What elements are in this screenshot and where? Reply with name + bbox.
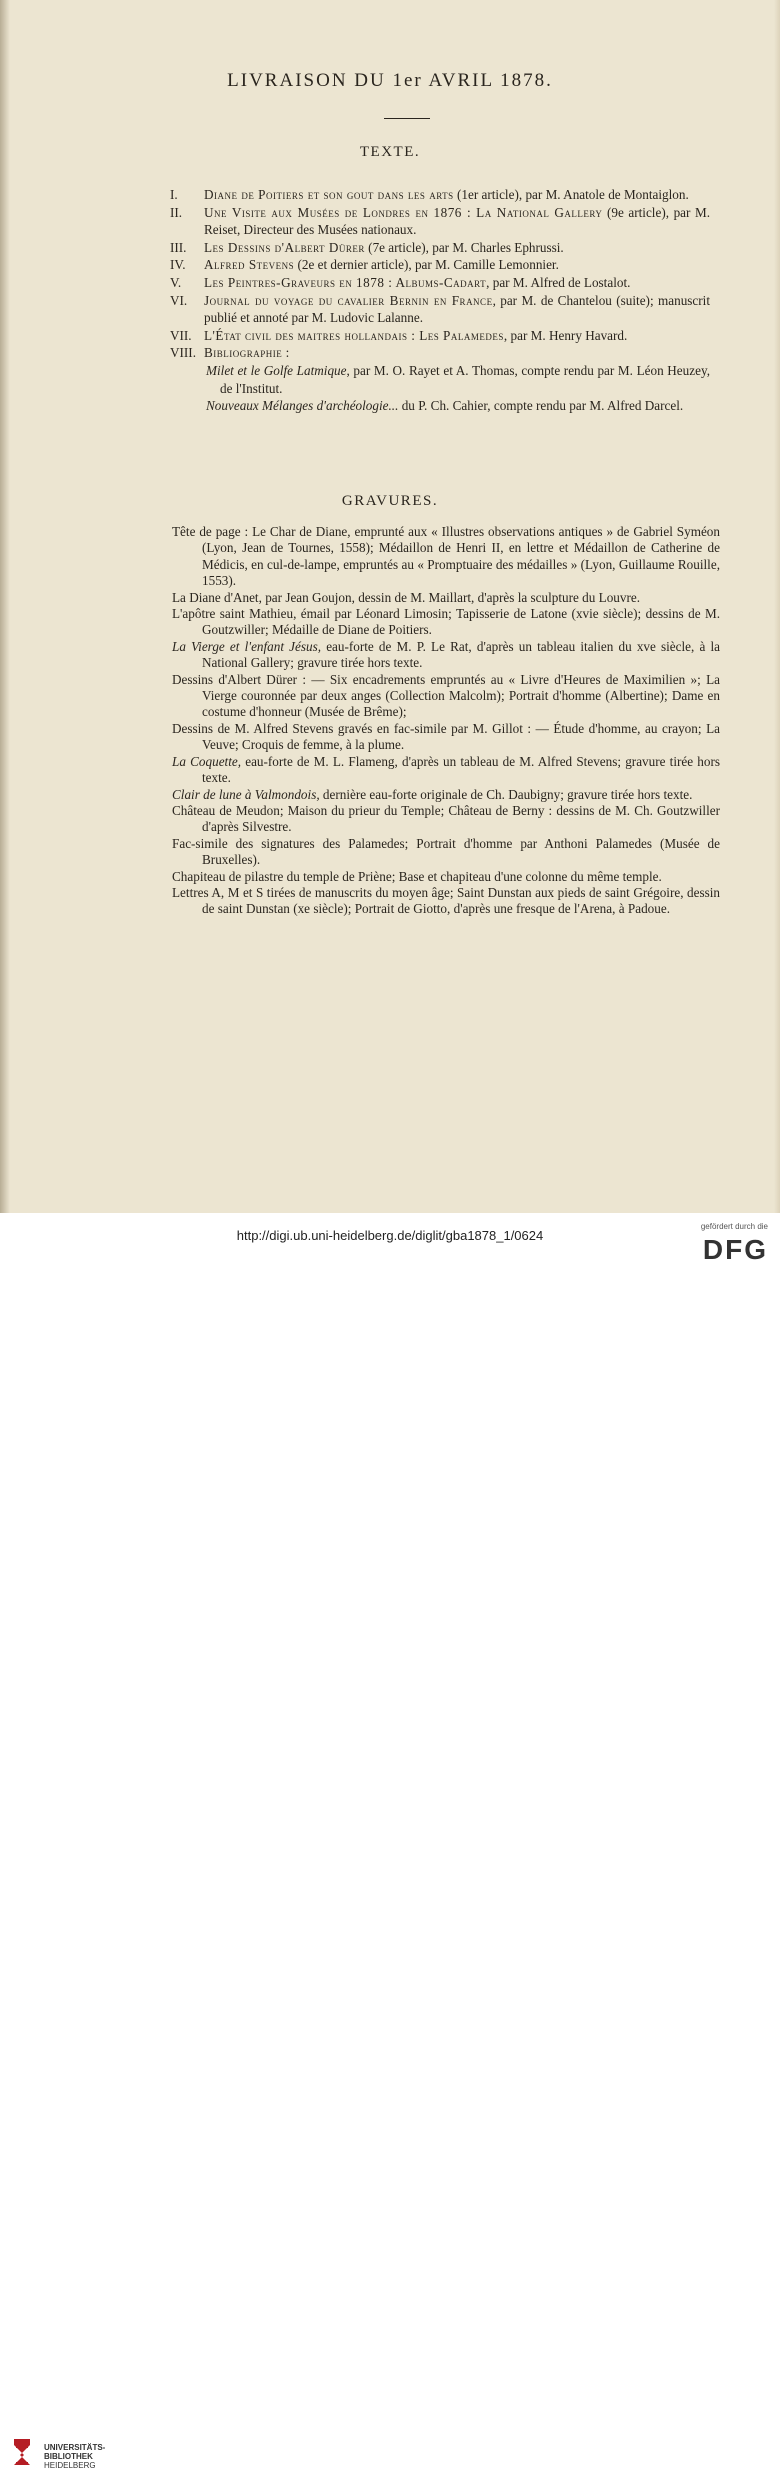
gravure-description: Fac-simile des signatures des Palamedes; Portrait d'homme par Anthoni Palamedes (Musée de Bruxelles).	[172, 835, 720, 868]
toc-entry	[170, 204, 710, 239]
funded-by-label: gefördert durch die	[700, 1222, 768, 1231]
bibliography-entry	[170, 362, 710, 397]
gravure-description: Tête de page : Le Char de Diane, emprunté aux « Illustres observations antiques » de Gabriel Syméon (Lyon, Jean de Tournes, 1558); Médaillon de Henri II, en lettre et Médaillon de Catherine de Médicis, en cul-de-lampe, empruntés au « Promptuaire des médailles » (Lyon, Guillaume Rouille, 1553).	[172, 524, 720, 589]
page-title: LIVRAISON DU 1er AVRIL 1878.	[227, 70, 553, 91]
gravure-entry	[172, 869, 720, 885]
title-rule	[384, 118, 430, 119]
toc-entry	[170, 256, 710, 274]
gravure-description: L'apôtre saint Mathieu, émail par Léonard Limosin; Tapisserie de Latone (xvie siècle); dessins de M. Goutzwiller; Médaille de Diane de Poitiers.	[172, 606, 720, 638]
toc-entry-detail: , par M. Henry Havard.	[503, 327, 628, 343]
library-name-line3: HEIDELBERG	[44, 2461, 96, 2470]
bibliography-entry	[170, 397, 710, 415]
toc-entry-heading: Les Peintres-Graveurs en 1878 : Albums-Cadart	[204, 274, 487, 290]
page-edge-shadow	[774, 0, 780, 1213]
toc-entry	[170, 186, 710, 204]
bibliography-title: Nouveaux Mélanges d'archéologie...	[206, 398, 399, 414]
toc-entry	[170, 327, 710, 345]
gravure-entry	[172, 524, 720, 590]
gravure-description: La Diane d'Anet, par Jean Goujon, dessin de M. Maillart, d'après la sculpture du Louvre.	[172, 589, 641, 605]
toc-entry-detail: , par M. de Chantelou (suite); manuscrit publié et annoté par M. Ludovic Lalanne.	[204, 292, 710, 326]
page-gutter-shadow	[0, 0, 10, 1213]
toc-entry-detail: (1er article), par M. Anatole de Montaiglon.	[453, 187, 689, 202]
scanned-page	[0, 0, 780, 1213]
gravures-list	[172, 524, 720, 918]
toc-entry-detail: , par M. Alfred de Lostalot.	[486, 274, 631, 290]
gravure-entry	[172, 606, 720, 639]
toc-entry-number: I.	[170, 187, 178, 202]
toc-entry-detail: :	[282, 345, 290, 361]
gravure-entry	[172, 672, 720, 721]
gravure-description: eau-forte de M. L. Flameng, d'après un tableau de M. Alfred Stevens; gravure tirée hors texte.	[202, 753, 720, 786]
gravure-description: Lettres A, M et S tirées de manuscrits du moyen âge; Saint Dunstan aux pieds de saint Grégoire, dessin de saint Dunstan (xe siècle); Portrait de Giotto, d'après une fresque de l'Arena, à Padoue.	[172, 884, 720, 917]
dfg-logo: DFG	[702, 1234, 768, 1265]
toc-entry-number: VII.	[170, 327, 192, 343]
texte-heading: TEXTE.	[359, 144, 421, 160]
gravures-heading: GRAVURES.	[341, 493, 439, 509]
toc-entry	[170, 344, 710, 362]
library-name-line2: BIBLIOTHEK	[44, 2452, 93, 2461]
gravure-entry	[172, 803, 720, 836]
gravure-description: Château de Meudon; Maison du prieur du Temple; Château de Berny : dessins de M. Ch. Goutzwiller d'après Silvestre.	[172, 802, 720, 835]
source-url-link[interactable]: http://digi.ub.uni-heidelberg.de/diglit/gba1878_1/0624	[236, 1228, 544, 1243]
toc-entry	[170, 274, 710, 292]
toc-entry-heading: Une Visite aux Musées de Londres en 1876 : La National Gallery	[204, 204, 603, 220]
toc-entry-number: II.	[170, 204, 183, 220]
toc-entry-number: V.	[170, 274, 182, 290]
toc-entry	[170, 239, 710, 257]
gravure-title: Clair de lune à Valmondois,	[172, 786, 320, 802]
toc-entry-heading: L'État civil des maitres hollandais : Les Palamedes	[204, 327, 504, 343]
gravure-entry	[172, 836, 720, 869]
gravure-entry	[172, 721, 720, 754]
gravure-entry	[172, 885, 720, 918]
library-name-line1: UNIVERSITÄTS-	[44, 2443, 106, 2452]
toc-entry-number: IV.	[170, 257, 186, 273]
toc-entry	[170, 292, 710, 327]
toc-entry-heading: Alfred Stevens	[204, 257, 295, 273]
gravure-description: dernière eau-forte originale de Ch. Daubigny; gravure tirée hors texte.	[319, 786, 693, 802]
toc-entry-detail: (9e article), par M. Reiset, Directeur des Musées nationaux.	[204, 204, 710, 238]
gravure-entry	[172, 754, 720, 787]
toc-entry-number: VI.	[170, 292, 188, 308]
table-of-contents	[170, 186, 710, 415]
gravure-description: Chapiteau de pilastre du temple de Priène; Base et chapiteau d'une colonne du même temple.	[172, 868, 662, 884]
gravure-title: La Coquette,	[172, 753, 242, 769]
bibliography-detail: du P. Ch. Cahier, compte rendu par M. Alfred Darcel.	[398, 398, 684, 414]
gravure-description: eau-forte de M. P. Le Rat, d'après un tableau italien du xve siècle, à la National Gallery; gravure tirée hors texte.	[202, 638, 720, 671]
gravure-entry	[172, 590, 720, 606]
gravure-entry	[172, 639, 720, 672]
toc-entry-detail: (7e article), par M. Charles Ephrussi.	[364, 239, 564, 255]
gravure-entry	[172, 787, 720, 803]
gravure-title: La Vierge et l'enfant Jésus,	[172, 638, 322, 654]
gravure-description: Dessins de M. Alfred Stevens gravés en fac-simile par M. Gillot : — Étude d'homme, au crayon; La Veuve; Croquis de femme, à la plume.	[172, 720, 720, 753]
toc-entry-heading: Diane de Poitiers et son gout dans les arts	[204, 187, 454, 202]
toc-entry-heading: Bibliographie	[204, 345, 283, 361]
toc-entry-heading: Journal du voyage du cavalier Bernin en France	[204, 292, 493, 308]
gravure-description: Dessins d'Albert Dürer : — Six encadrements empruntés au « Livre d'Heures de Maximilien »; La Vierge couronnée par deux anges (Collection Malcolm); Portrait d'homme (Albertine); Dame en costume d'honneur (Musée de Brême);	[172, 671, 720, 720]
toc-entry-heading: Les Dessins d'Albert Dürer	[204, 239, 365, 255]
university-library-logo-icon	[10, 2435, 36, 2473]
toc-entry-number: VIII.	[170, 345, 196, 361]
library-name	[44, 2443, 105, 2470]
bibliography-detail: , par M. O. Rayet et A. Thomas, compte rendu par M. Léon Heuzey, de l'Institut.	[220, 362, 710, 396]
bibliography-title: Milet et le Golfe Latmique	[206, 362, 347, 378]
toc-entry-detail: (2e et dernier article), par M. Camille Lemonnier.	[294, 257, 559, 273]
toc-entry-number: III.	[170, 239, 187, 255]
